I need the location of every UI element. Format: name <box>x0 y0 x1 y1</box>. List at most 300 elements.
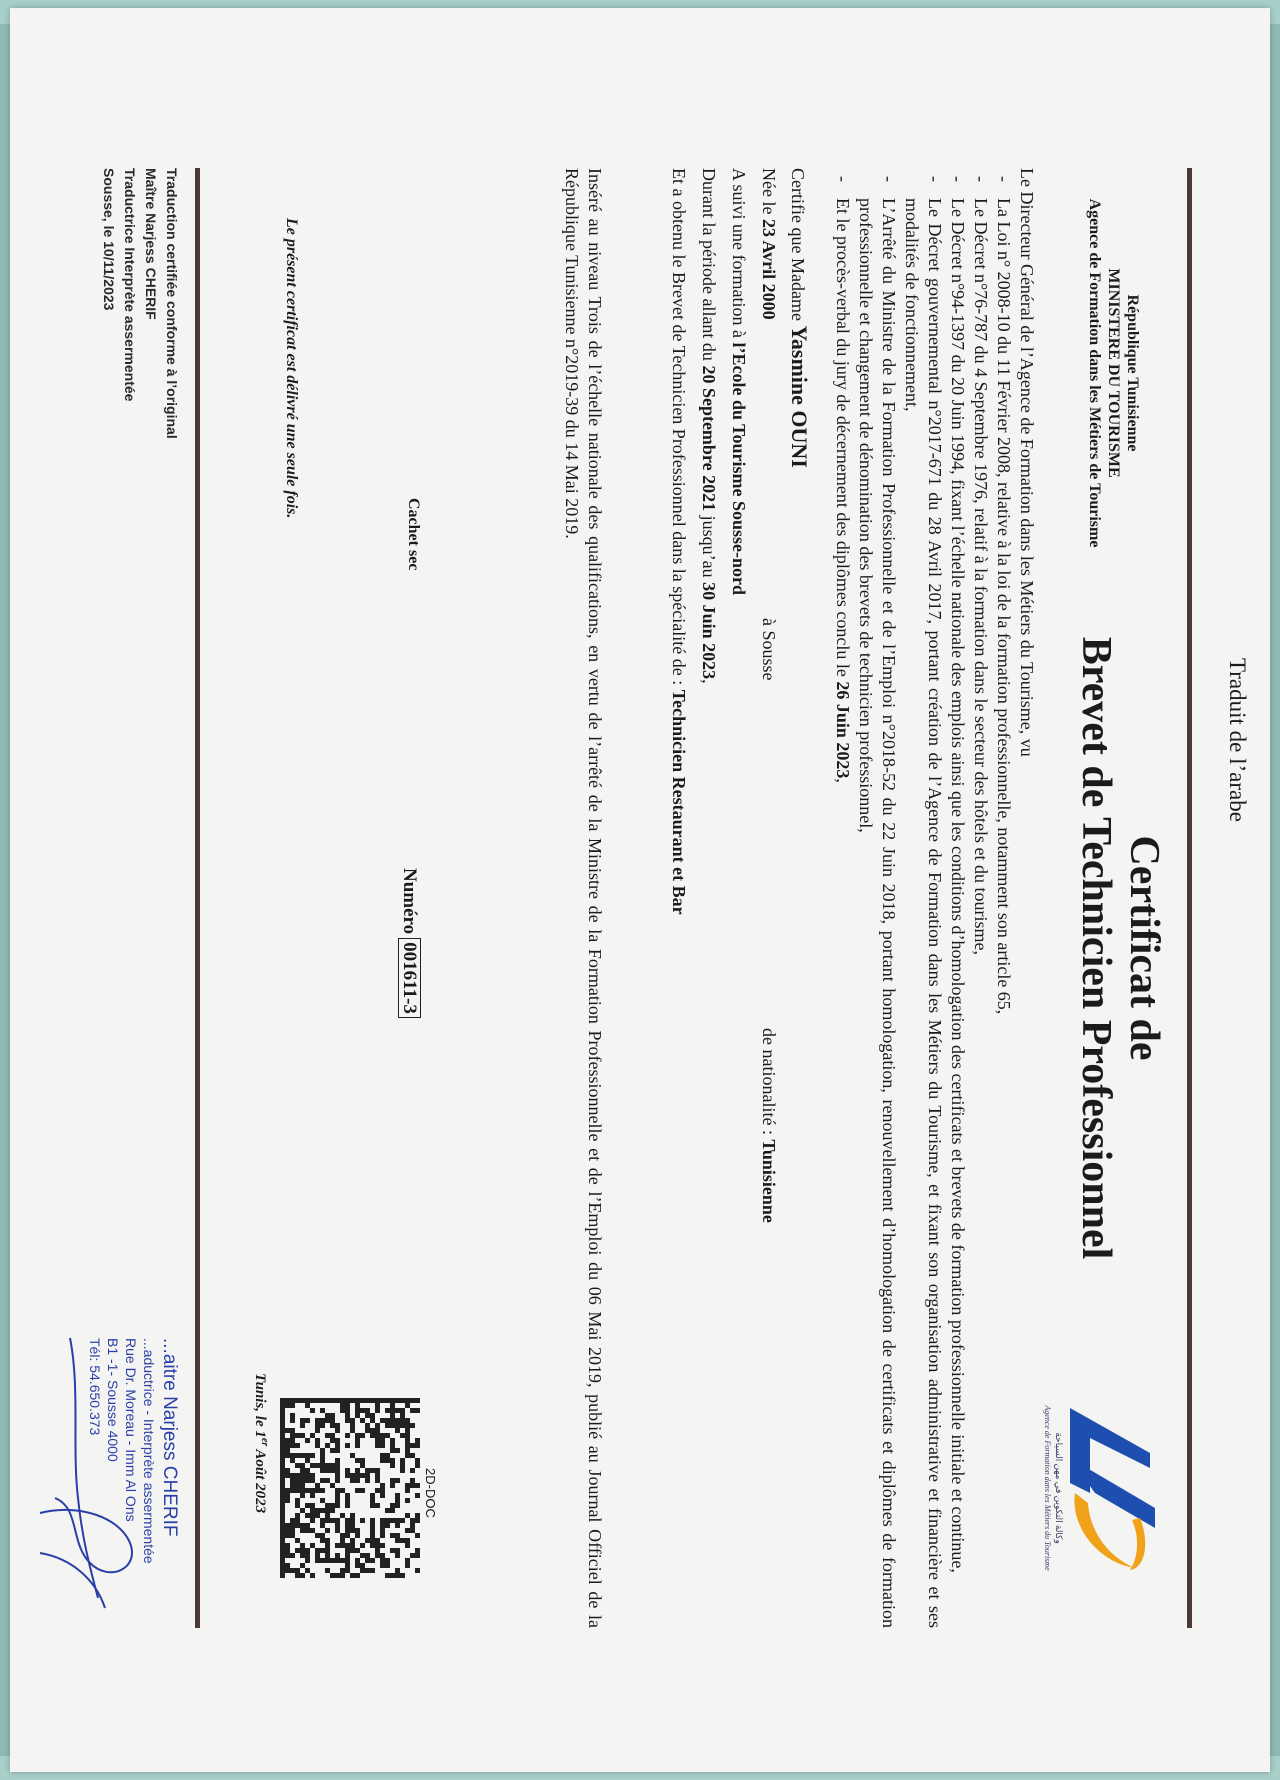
stamp-title: ...aductrice - Interprète assermentée <box>141 1338 157 1564</box>
qr-module <box>400 1433 405 1438</box>
qr-module <box>385 1408 390 1413</box>
qr-module <box>280 1448 285 1453</box>
qr-module <box>295 1443 300 1448</box>
qr-module <box>320 1558 325 1563</box>
qr-module <box>345 1558 350 1563</box>
qr-module <box>390 1508 395 1513</box>
qr-module <box>375 1488 380 1493</box>
qr-module <box>345 1498 350 1503</box>
qr-module <box>290 1433 295 1438</box>
qr-module <box>415 1438 420 1443</box>
qr-module <box>380 1483 385 1488</box>
qr-module <box>385 1418 390 1423</box>
qr-module <box>300 1508 305 1513</box>
qr-module <box>325 1418 330 1423</box>
preamble-intro: Le Directeur Général de l’Agence de Formation dans les Métiers du Tourisme, vu <box>1017 168 1037 757</box>
qr-module <box>350 1398 355 1403</box>
qr-module <box>355 1398 360 1403</box>
qr-module <box>370 1493 375 1498</box>
qr-module <box>285 1473 290 1478</box>
qr-module <box>400 1423 405 1428</box>
qr-module <box>340 1543 345 1548</box>
qr-module <box>390 1398 395 1403</box>
qr-module <box>365 1413 370 1418</box>
qr-module <box>405 1498 410 1503</box>
qr-module <box>325 1518 330 1523</box>
issuer-block <box>1085 173 1142 573</box>
qr-module <box>285 1533 290 1538</box>
qr-module <box>390 1458 395 1463</box>
qr-module <box>310 1408 315 1413</box>
qr-module <box>370 1528 375 1533</box>
qr-module <box>390 1448 395 1453</box>
qr-module <box>295 1498 300 1503</box>
qr-module <box>280 1543 285 1548</box>
qr-module <box>385 1453 390 1458</box>
translated-from-arabic: Traduit de l’arabe <box>1225 658 1250 822</box>
qr-module <box>345 1548 350 1553</box>
qr-module <box>290 1518 295 1523</box>
qr-module <box>300 1473 305 1478</box>
period-mid: jusqu’au <box>699 511 719 583</box>
birth-date: 23 Avril 2000 <box>759 218 779 320</box>
qr-module <box>315 1533 320 1538</box>
qr-module <box>385 1573 390 1578</box>
qr-module <box>280 1513 285 1518</box>
qr-module <box>405 1433 410 1438</box>
qr-module <box>345 1418 350 1423</box>
qr-module <box>395 1478 400 1483</box>
qr-module <box>315 1548 320 1553</box>
qr-module <box>360 1488 365 1493</box>
qr-module <box>395 1493 400 1498</box>
qr-module <box>390 1403 395 1408</box>
qr-module <box>380 1528 385 1533</box>
qr-module <box>365 1558 370 1563</box>
qr-module <box>350 1473 355 1478</box>
qr-module <box>355 1458 360 1463</box>
stamp-city: B1 -1- Sousse 4000 <box>105 1338 121 1462</box>
qr-module <box>345 1413 350 1418</box>
qr-module <box>355 1443 360 1448</box>
qr-module <box>355 1413 360 1418</box>
qr-module <box>395 1553 400 1558</box>
nationality-group <box>754 1028 784 1223</box>
qr-module <box>365 1538 370 1543</box>
qr-module <box>390 1548 395 1553</box>
ministry-label: MINISTERE DU TOURISME <box>1105 268 1122 478</box>
qr-module <box>290 1473 295 1478</box>
qr-module <box>400 1573 405 1578</box>
qr-module <box>365 1568 370 1573</box>
qr-module <box>280 1403 285 1408</box>
qr-module <box>360 1563 365 1568</box>
qr-module <box>325 1558 330 1563</box>
qr-module <box>315 1423 320 1428</box>
qr-module <box>410 1443 415 1448</box>
qr-module <box>295 1513 300 1518</box>
qr-module <box>280 1523 285 1528</box>
qr-module <box>360 1463 365 1468</box>
qr-module <box>310 1478 315 1483</box>
qr-module <box>365 1428 370 1433</box>
qr-module <box>410 1528 415 1533</box>
signature-icon <box>30 1328 190 1618</box>
qr-module <box>300 1423 305 1428</box>
qr-module <box>330 1413 335 1418</box>
qr-module <box>400 1418 405 1423</box>
qr-module <box>415 1518 420 1523</box>
qr-module <box>405 1398 410 1403</box>
qr-module <box>295 1568 300 1573</box>
qr-module <box>305 1478 310 1483</box>
qr-module <box>375 1538 380 1543</box>
qr-module <box>355 1468 360 1473</box>
qr-module <box>290 1453 295 1458</box>
qr-module <box>290 1458 295 1463</box>
qr-module <box>370 1433 375 1438</box>
certifie-line <box>784 168 814 1628</box>
qr-module <box>295 1463 300 1468</box>
qr-module <box>285 1398 290 1403</box>
qr-module <box>370 1428 375 1433</box>
qr-module <box>345 1443 350 1448</box>
qr-module <box>395 1518 400 1523</box>
qr-module <box>375 1438 380 1443</box>
legal-reference-item: - Le Décret n°94-1397 du 20 Juin 1994, fixant l’échelle nationale des emplois ainsi que les conditions d’homologation des certificats et brevets de formation professionnelle initiale et continue, <box>946 168 969 1628</box>
qr-module <box>300 1563 305 1568</box>
qr-module <box>310 1488 315 1493</box>
qr-module <box>345 1403 350 1408</box>
qr-module <box>310 1463 315 1468</box>
qr-module <box>345 1553 350 1558</box>
qr-module <box>280 1453 285 1458</box>
qr-module <box>355 1408 360 1413</box>
qr-module <box>350 1548 355 1553</box>
qr-module <box>285 1528 290 1533</box>
translation-conformity: Traduction certifiée conforme à l’original <box>164 168 180 439</box>
qr-module <box>280 1443 285 1448</box>
qr-module <box>415 1458 420 1463</box>
qr-module <box>380 1563 385 1568</box>
qr-module <box>345 1528 350 1533</box>
qr-module <box>315 1438 320 1443</box>
qr-module <box>345 1543 350 1548</box>
logo-caption-french: Agence de Formation dans les Métiers du Tourisme <box>1043 1405 1052 1571</box>
qr-module <box>325 1538 330 1543</box>
qr-module <box>395 1428 400 1433</box>
qr-module <box>405 1423 410 1428</box>
qr-module <box>330 1508 335 1513</box>
qr-module <box>355 1438 360 1443</box>
qr-module <box>290 1483 295 1488</box>
qr-module <box>385 1523 390 1528</box>
qr-module <box>315 1488 320 1493</box>
qr-module <box>355 1558 360 1563</box>
number-label: Numéro <box>399 868 420 935</box>
qr-module <box>410 1483 415 1488</box>
qr-module <box>380 1488 385 1493</box>
school-name: l’Ecole du Tourisme Sousse-nord <box>729 342 749 596</box>
birth-prefix: Née le <box>759 168 779 219</box>
legal-reference-item <box>831 168 854 1628</box>
obtained-prefix: Et a obtenu le Brevet de Technicien Professionnel dans la spécialité de : <box>669 168 689 690</box>
qr-module <box>405 1438 410 1443</box>
qr-module <box>360 1543 365 1548</box>
qr-module <box>385 1518 390 1523</box>
qr-module <box>345 1433 350 1438</box>
qr-module <box>300 1543 305 1548</box>
issued-once-note: Le présent certificat est délivré une seule fois. <box>283 218 300 519</box>
qr-module <box>320 1533 325 1538</box>
logo-blue-shape <box>1070 1408 1150 1493</box>
qr-module <box>325 1478 330 1483</box>
qr-module <box>360 1473 365 1478</box>
qr-module <box>280 1563 285 1568</box>
qr-module <box>330 1423 335 1428</box>
qr-module <box>350 1453 355 1458</box>
qr-module <box>315 1398 320 1403</box>
qr-module <box>300 1433 305 1438</box>
qr-module <box>395 1523 400 1528</box>
qr-module <box>290 1478 295 1483</box>
qr-module <box>280 1518 285 1523</box>
qr-module <box>315 1428 320 1433</box>
qr-module <box>370 1538 375 1543</box>
nationality-prefix: de nationalité : <box>759 1028 779 1140</box>
qr-module <box>345 1563 350 1568</box>
qr-module <box>280 1418 285 1423</box>
qr-module <box>285 1543 290 1548</box>
qr-module <box>300 1453 305 1458</box>
qr-module <box>405 1448 410 1453</box>
qr-module <box>405 1563 410 1568</box>
certifie-prefix: Certifie que Madame <box>788 168 808 326</box>
qr-module <box>405 1418 410 1423</box>
qr-module <box>295 1538 300 1543</box>
qr-module <box>285 1553 290 1558</box>
qr-module <box>290 1553 295 1558</box>
qr-module <box>415 1568 420 1573</box>
qr-module <box>400 1463 405 1468</box>
qr-module <box>410 1523 415 1528</box>
qr-module <box>390 1438 395 1443</box>
qr-module <box>295 1488 300 1493</box>
qr-module <box>295 1453 300 1458</box>
qr-module <box>340 1533 345 1538</box>
qr-module <box>415 1483 420 1488</box>
qr-module <box>390 1518 395 1523</box>
qr-module <box>295 1573 300 1578</box>
qr-module <box>335 1458 340 1463</box>
qr-module <box>405 1558 410 1563</box>
certificate-paper <box>10 8 1270 1772</box>
qr-module <box>385 1423 390 1428</box>
qr-module <box>325 1513 330 1518</box>
qr-module <box>310 1508 315 1513</box>
qr-module <box>305 1458 310 1463</box>
qr-module <box>390 1483 395 1488</box>
legal-references-list <box>831 168 1015 1628</box>
qr-module <box>390 1413 395 1418</box>
qr-module <box>380 1558 385 1563</box>
qr-module <box>375 1408 380 1413</box>
qr-module <box>390 1478 395 1483</box>
qr-module <box>310 1528 315 1533</box>
qr-module <box>305 1453 310 1458</box>
qr-module <box>415 1493 420 1498</box>
title-line-1: Certificat de <box>1121 835 1167 1061</box>
qr-module <box>305 1438 310 1443</box>
qr-module <box>315 1553 320 1558</box>
issue-date <box>251 1373 270 1593</box>
qr-module <box>280 1533 285 1538</box>
qr-module <box>305 1513 310 1518</box>
2d-doc-code-icon <box>280 1398 420 1578</box>
qr-module <box>350 1573 355 1578</box>
qr-module <box>320 1548 325 1553</box>
number-value: 001611-3 <box>398 938 421 1018</box>
qr-module <box>295 1548 300 1553</box>
qr-module <box>285 1448 290 1453</box>
qr-module <box>375 1433 380 1438</box>
qr-module <box>380 1518 385 1523</box>
translator-certification <box>98 168 182 439</box>
qr-module <box>390 1573 395 1578</box>
qr-module <box>285 1548 290 1553</box>
qr-module <box>390 1463 395 1468</box>
qr-module <box>320 1423 325 1428</box>
qr-module <box>280 1498 285 1503</box>
qr-module <box>315 1508 320 1513</box>
qr-module <box>310 1503 315 1508</box>
qr-module <box>350 1423 355 1428</box>
qr-module <box>375 1403 380 1408</box>
qr-module <box>350 1478 355 1483</box>
qr-module <box>400 1458 405 1463</box>
qr-module <box>305 1568 310 1573</box>
qr-module <box>335 1558 340 1563</box>
qr-module <box>375 1548 380 1553</box>
jury-date: 26 Juin 2023 <box>833 681 853 779</box>
qr-module <box>350 1518 355 1523</box>
qr-module <box>325 1398 330 1403</box>
qr-module <box>385 1558 390 1563</box>
qr-module <box>310 1473 315 1478</box>
qr-module <box>305 1548 310 1553</box>
qr-module <box>340 1568 345 1573</box>
qr-module <box>400 1413 405 1418</box>
qr-module <box>360 1433 365 1438</box>
qr-module <box>375 1428 380 1433</box>
qr-module <box>375 1423 380 1428</box>
signature-tail <box>40 1553 105 1608</box>
qr-module <box>290 1418 295 1423</box>
qr-module <box>340 1573 345 1578</box>
qr-module <box>320 1458 325 1463</box>
translator-name: Maître Narjess CHERIF <box>143 168 159 320</box>
qr-module <box>370 1533 375 1538</box>
qr-module <box>295 1473 300 1478</box>
qr-module <box>310 1453 315 1458</box>
qr-module <box>400 1468 405 1473</box>
logo-orange-arc <box>1130 1518 1145 1570</box>
qr-module <box>335 1428 340 1433</box>
qr-module <box>295 1503 300 1508</box>
qr-module <box>415 1513 420 1518</box>
qr-module <box>370 1418 375 1423</box>
qr-module <box>405 1403 410 1408</box>
qr-module <box>390 1443 395 1448</box>
certificate-title <box>1072 538 1168 1358</box>
qr-module <box>315 1483 320 1488</box>
qr-module <box>305 1473 310 1478</box>
qr-module <box>360 1568 365 1573</box>
qr-module <box>300 1468 305 1473</box>
qr-module <box>310 1513 315 1518</box>
qr-module <box>300 1478 305 1483</box>
certification-block <box>664 168 814 1628</box>
qr-module <box>320 1453 325 1458</box>
legal-reference-item: - L’Arrêté du Ministre de la Formation Professionnelle et de l’Emploi n°2018-52 du 22 Juin 2018, portant homologation, renouvellement d’homologation de certificats et diplômes de formation professionnelle et changement de dénomination des brevets de technicien professionnel, <box>854 168 900 1628</box>
signature-loop <box>40 1498 132 1572</box>
qr-module <box>330 1438 335 1443</box>
qr-module <box>320 1508 325 1513</box>
period-end: 30 Juin 2023 <box>699 582 719 680</box>
qr-module <box>285 1498 290 1503</box>
qr-module <box>350 1528 355 1533</box>
qr-module <box>365 1553 370 1558</box>
qr-module <box>350 1418 355 1423</box>
qr-module <box>280 1408 285 1413</box>
qr-module <box>335 1488 340 1493</box>
qr-module <box>285 1468 290 1473</box>
qr-module <box>330 1573 335 1578</box>
title-line-2: Brevet de Technicien Professionnel <box>1073 636 1119 1260</box>
qr-module <box>320 1408 325 1413</box>
qr-module <box>405 1488 410 1493</box>
qr-module <box>285 1403 290 1408</box>
qr-module <box>395 1423 400 1428</box>
qr-module <box>415 1533 420 1538</box>
qr-module <box>285 1563 290 1568</box>
insertion-paragraph: Inséré au niveau Trois de l’échelle nationale des qualifications, en vertu de l’arrêté de la Ministre de la Formation Professionnelle et de l’Emploi du 06 Mai 2019, publié au Journal Officiel de la République Tunisienne n°2019-39 du 14 Mai 2019. <box>562 168 605 1628</box>
qr-module <box>330 1518 335 1523</box>
qr-module <box>305 1488 310 1493</box>
period-line <box>694 168 724 1628</box>
qr-module <box>290 1488 295 1493</box>
qr-module <box>370 1398 375 1403</box>
qr-module <box>395 1448 400 1453</box>
qr-module <box>285 1568 290 1573</box>
republic-label: République Tunisienne <box>1124 294 1141 452</box>
qr-module <box>350 1428 355 1433</box>
qr-module <box>280 1473 285 1478</box>
jury-suffix: , <box>833 778 853 783</box>
qr-module <box>345 1568 350 1573</box>
qr-module <box>335 1503 340 1508</box>
qr-module <box>290 1438 295 1443</box>
qr-module <box>400 1398 405 1403</box>
qr-module <box>380 1418 385 1423</box>
qr-module <box>280 1488 285 1493</box>
qr-module <box>335 1543 340 1548</box>
qr-module <box>280 1493 285 1498</box>
qr-module <box>340 1513 345 1518</box>
qr-module <box>400 1518 405 1523</box>
qr-module <box>320 1498 325 1503</box>
qr-module <box>390 1408 395 1413</box>
